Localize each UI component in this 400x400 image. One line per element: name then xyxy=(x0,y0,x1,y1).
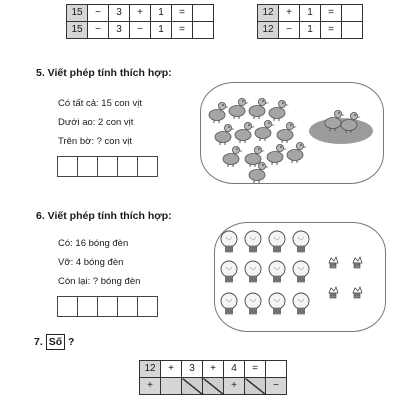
broken-bulb-icon xyxy=(329,257,362,298)
grid-cell: − xyxy=(279,22,300,39)
exercise-5-answer-boxes xyxy=(57,156,158,177)
answer-cell[interactable] xyxy=(161,378,182,395)
grid-cell: + xyxy=(140,378,161,395)
grid-cell: = xyxy=(172,5,193,22)
grid-cell: 3 xyxy=(109,5,130,22)
slashed-cell xyxy=(182,378,203,395)
grid-cell: + xyxy=(161,361,182,378)
top-equation-grid-left xyxy=(66,4,214,39)
grid-cell: 12 xyxy=(258,5,279,22)
exercise-7-title xyxy=(34,334,74,350)
grid-cell: 12 xyxy=(140,361,161,378)
answer-box[interactable] xyxy=(78,157,98,177)
answer-box[interactable] xyxy=(118,297,138,317)
exercise-7-number: 7. xyxy=(34,336,43,348)
grid-cell: 1 xyxy=(151,22,172,39)
top-equation-grid-right xyxy=(257,4,363,39)
answer-cell[interactable] xyxy=(193,5,214,22)
answer-box[interactable] xyxy=(138,297,158,317)
table-row xyxy=(140,361,287,378)
exercise-7-boxed-word: Số xyxy=(46,334,65,350)
answer-box[interactable] xyxy=(58,297,78,317)
ducks-picture xyxy=(201,83,383,183)
bulbs-picture-frame xyxy=(214,222,386,332)
grid-cell: 1 xyxy=(151,5,172,22)
table-row xyxy=(67,5,214,22)
exercise-5-in-pond: Dưới ao: 2 con vịt xyxy=(58,117,134,128)
table-row xyxy=(258,5,363,22)
grid-cell: 1 xyxy=(300,5,321,22)
exercise-5-on-bank: Trên bờ: ? con vịt xyxy=(58,136,132,147)
exercise-5-title: 5. Viết phép tính thích hợp: xyxy=(36,67,172,79)
table-row xyxy=(140,378,287,395)
answer-box[interactable] xyxy=(78,297,98,317)
duck-icon xyxy=(209,98,307,183)
grid-cell: 12 xyxy=(258,22,279,39)
grid-cell: − xyxy=(88,22,109,39)
bulbs-picture xyxy=(215,223,385,331)
grid-cell: + xyxy=(203,361,224,378)
grid-cell: 4 xyxy=(224,361,245,378)
answer-box[interactable] xyxy=(118,157,138,177)
exercise-6-remaining: Còn lại: ? bóng đèn xyxy=(58,276,141,287)
answer-cell[interactable] xyxy=(266,361,287,378)
slashed-cell xyxy=(245,378,266,395)
exercise-7-grid xyxy=(139,360,287,395)
grid-cell: 3 xyxy=(182,361,203,378)
grid-cell: − xyxy=(88,5,109,22)
grid-cell: 3 xyxy=(109,22,130,39)
answer-box[interactable] xyxy=(98,297,118,317)
light-bulb-icon xyxy=(221,231,309,314)
exercise-5-total: Có tất cả: 15 con vịt xyxy=(58,98,142,109)
grid-cell: + xyxy=(130,5,151,22)
exercise-6-broken: Vỡ: 4 bóng đèn xyxy=(58,257,124,268)
grid-cell: 1 xyxy=(300,22,321,39)
exercise-6-answer-boxes xyxy=(57,296,158,317)
exercise-6-total: Có: 16 bóng đèn xyxy=(58,238,129,249)
grid-cell: − xyxy=(266,378,287,395)
grid-cell: = xyxy=(321,22,342,39)
answer-box[interactable] xyxy=(138,157,158,177)
answer-box[interactable] xyxy=(98,157,118,177)
exercise-6-title: 6. Viết phép tính thích hợp: xyxy=(36,210,172,222)
grid-cell: = xyxy=(245,361,266,378)
grid-cell: − xyxy=(130,22,151,39)
grid-cell: + xyxy=(279,5,300,22)
grid-cell: + xyxy=(224,378,245,395)
answer-cell[interactable] xyxy=(342,22,363,39)
exercise-7-question-mark: ? xyxy=(68,336,75,348)
slashed-cell xyxy=(203,378,224,395)
answer-cell[interactable] xyxy=(342,5,363,22)
answer-box[interactable] xyxy=(58,157,78,177)
grid-cell: = xyxy=(321,5,342,22)
ducks-picture-frame xyxy=(200,82,384,184)
table-row xyxy=(258,22,363,39)
table-row xyxy=(67,22,214,39)
grid-cell: 15 xyxy=(67,5,88,22)
answer-cell[interactable] xyxy=(193,22,214,39)
grid-cell: = xyxy=(172,22,193,39)
grid-cell: 15 xyxy=(67,22,88,39)
